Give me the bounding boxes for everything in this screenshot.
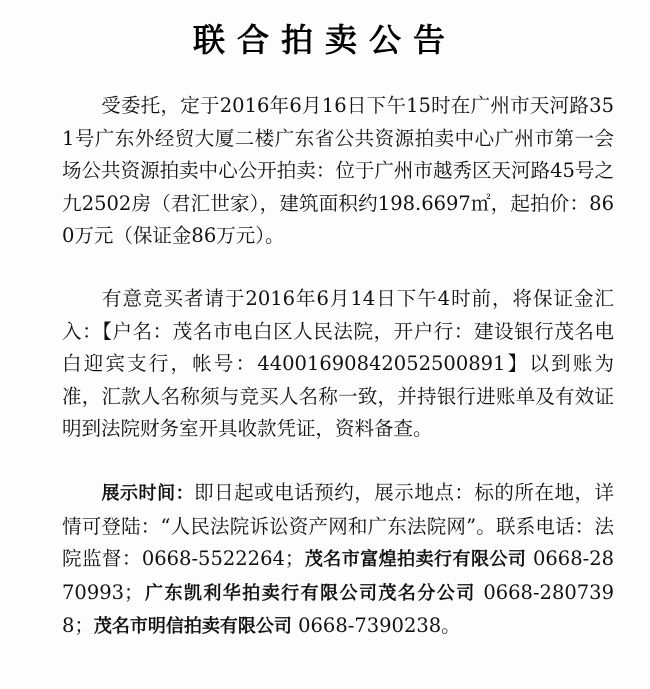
company-3-phone: 0668-7390238。 — [291, 614, 461, 637]
auction-company-2: 广东凯利华拍卖行有限公司茂名分公司 — [143, 582, 476, 604]
auction-company-1: 茂名市富煌拍卖行有限公司 — [304, 549, 527, 570]
showing-info-text: 即日起或电话预约，展示地点：标的所在地，详情可登陆：“人民法院诉讼资产网和广东法院网”。联系电话：法院监督：0668-5522264； — [62, 481, 614, 570]
auction-details-text: 受委托，定于2016年6月16日下午15时在广州市天河路351号广东外经贸大厦二楼广东省公共资源拍卖中心广州市第一会场公共资源拍卖中心公开拍卖：位于广州市越秀区天河路45号之九2502房（君汇世家），建筑面积约198.6697㎡，起拍价：860万元（保证金86万元）。 — [62, 94, 614, 247]
showing-time-label: 展示时间： — [101, 483, 195, 504]
deposit-text: 有意竞买者请于2016年6月14日下午4时前，将保证金汇入：【户名：茂名市电白区人民法院，开户行：建设银行茂名电白迎宾支行，帐号：44001690842052500891】以到账为准，汇款人名称须与竞买人名称一致，并持银行进账单及有效证明到法院财务室开具收款凭证，资料备查。 — [62, 287, 614, 440]
auction-company-3: 茂名市明信拍卖有限公司 — [93, 616, 292, 637]
notice-title: 联合拍卖公告 — [192, 21, 457, 59]
deposit-paragraph — [62, 283, 614, 446]
auction-details-paragraph — [62, 90, 614, 253]
company-2-phone: 0668-2807398； — [62, 580, 614, 637]
contact-paragraph — [62, 477, 614, 644]
company-1-phone: 0668-2870993； — [62, 547, 615, 604]
